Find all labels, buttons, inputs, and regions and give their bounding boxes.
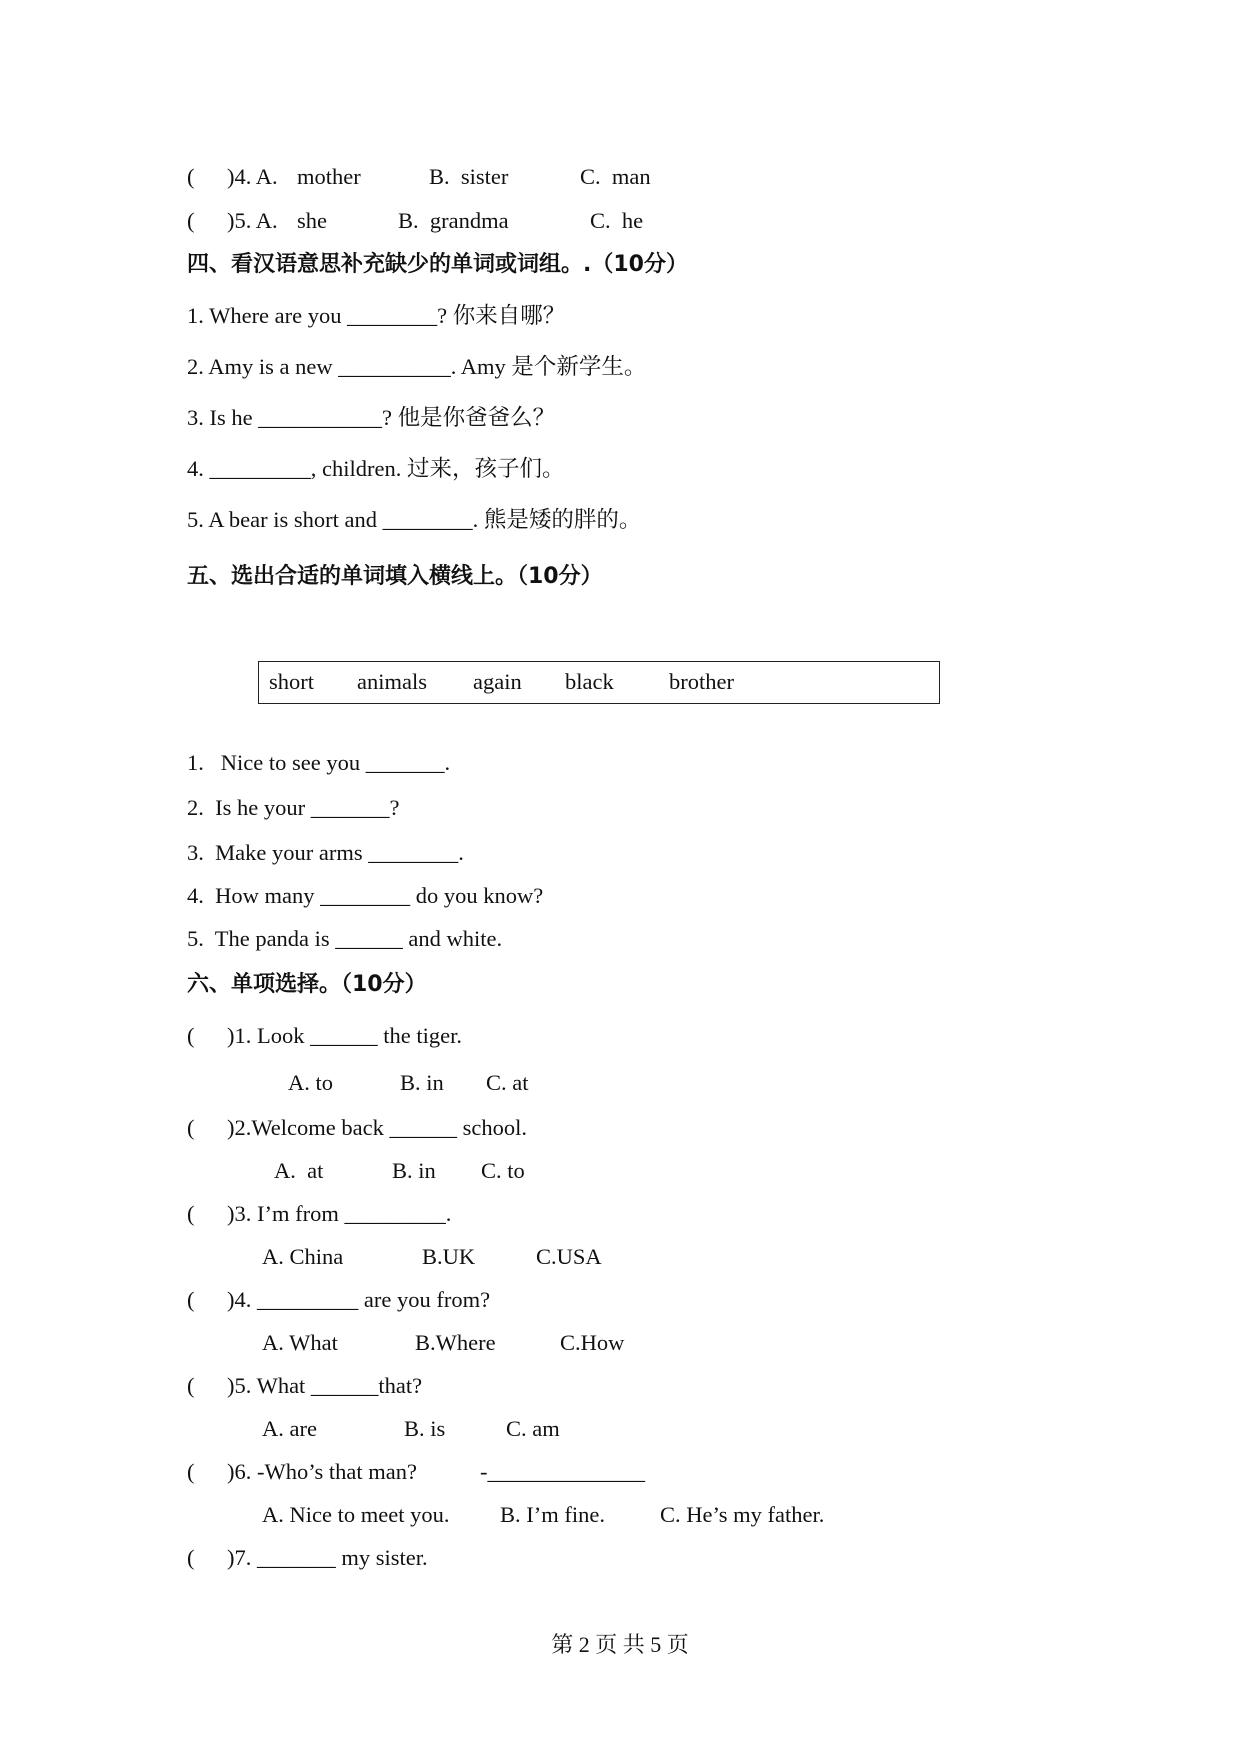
fill-in-item: 2. Is he your _______? [187, 795, 400, 820]
question-paren: ( [187, 1373, 195, 1398]
question-text: )7. _______ my sister. [227, 1545, 428, 1570]
option-b: B.Where [415, 1330, 496, 1355]
fill-in-item: 5. The panda is ______ and white. [187, 926, 503, 951]
word-bank-word: brother [669, 669, 734, 694]
question-paren: ( [187, 1201, 195, 1226]
fill-in-item: 5. A bear is short and ________. 熊是矮的胖的。 [187, 507, 642, 532]
option-a: she [297, 208, 327, 233]
question-number: )5. A. [227, 208, 278, 233]
question-paren: ( [187, 1545, 195, 1570]
option-b: B.UK [422, 1244, 476, 1269]
section-heading-part6: 六、单项选择。（10分） [187, 972, 427, 997]
question-text: )6. -Who’s that man? [227, 1459, 417, 1484]
option-c: C.USA [536, 1244, 602, 1269]
option-c: C. He’s my father. [660, 1502, 825, 1527]
fill-in-item: 3. Is he ___________? 他是你爸爸么？ [187, 405, 556, 430]
option-c: C. man [580, 164, 651, 189]
word-bank-word: black [565, 669, 614, 694]
option-b: B. is [404, 1416, 446, 1441]
fill-in-item: 1. Where are you ________? 你来自哪？ [187, 303, 566, 328]
option-a: A. What [262, 1330, 338, 1355]
option-a: A. China [262, 1244, 344, 1269]
option-c: C. he [590, 208, 644, 233]
fill-in-item: 4. _________, children. 过来，孩子们。 [187, 456, 565, 481]
word-bank-word: again [473, 669, 522, 694]
question-text: )4. _________ are you from? [227, 1287, 491, 1312]
question-paren: ( [187, 1115, 195, 1140]
option-b: B. I’m fine. [500, 1502, 605, 1527]
question-text: )3. I’m from _________. [227, 1201, 452, 1226]
question-paren: ( [187, 1287, 195, 1312]
question-text: )1. Look ______ the tiger. [227, 1023, 462, 1048]
word-bank-box [258, 661, 940, 704]
page-footer: 第 2 页 共 5 页 [551, 1632, 689, 1657]
question-number: )4. A. [227, 164, 278, 189]
answer-blank: -______________ [480, 1459, 645, 1484]
question-paren: ( [187, 1459, 195, 1484]
fill-in-item: 4. How many ________ do you know? [187, 883, 544, 908]
option-c: C. at [486, 1070, 529, 1095]
word-bank-word: short [269, 669, 314, 694]
fill-in-item: 3. Make your arms ________. [187, 840, 464, 865]
option-c: C.How [560, 1330, 625, 1355]
option-c: C. to [481, 1158, 525, 1183]
option-a: A. Nice to meet you. [262, 1502, 450, 1527]
section-heading-part4: 四、看汉语意思补充缺少的单词或词组。.（10分） [187, 252, 688, 277]
option-b: B. in [392, 1158, 436, 1183]
option-b: B. sister [429, 164, 509, 189]
option-a: A. are [262, 1416, 317, 1441]
option-b: B. grandma [398, 208, 509, 233]
section-heading-part5: 五、选出合适的单词填入横线上。（10分） [187, 564, 603, 589]
option-a: A. at [274, 1158, 324, 1183]
question-text: )5. What ______that? [227, 1373, 423, 1398]
question-text: )2.Welcome back ______ school. [227, 1115, 527, 1140]
option-a: A. to [288, 1070, 333, 1095]
option-b: B. in [400, 1070, 444, 1095]
question-paren: ( [187, 208, 195, 233]
fill-in-item: 2. Amy is a new __________. Amy 是个新学生。 [187, 354, 647, 379]
option-a: mother [297, 164, 361, 189]
fill-in-item: 1. Nice to see you _______. [187, 750, 451, 775]
question-paren: ( [187, 1023, 195, 1048]
question-paren: ( [187, 164, 195, 189]
option-c: C. am [506, 1416, 560, 1441]
word-bank-word: animals [357, 669, 427, 694]
